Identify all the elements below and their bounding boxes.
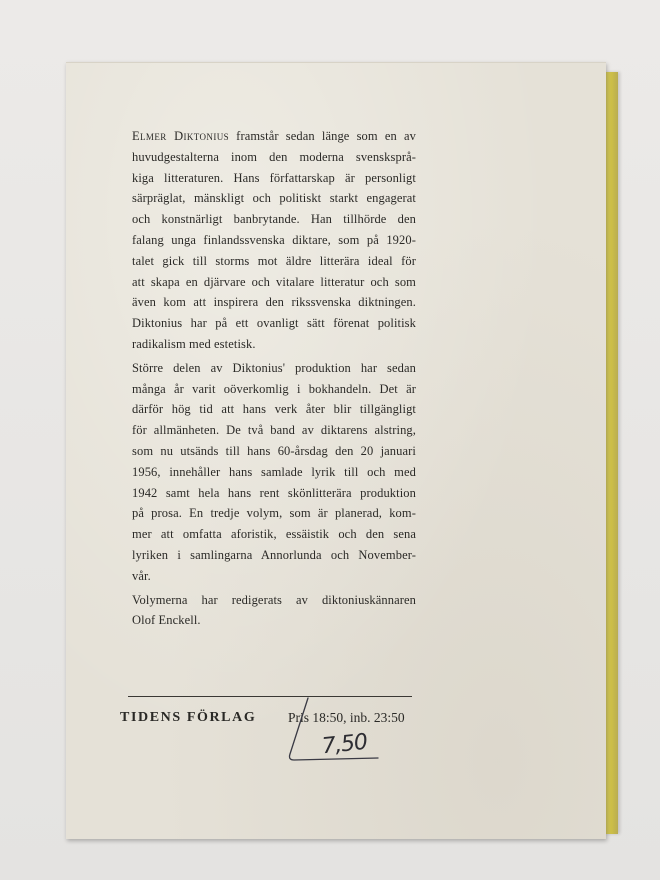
- text-line: att skapa en djärvare och vitalare litteratur och som: [132, 274, 416, 289]
- text-line: Volymerna har redigerats av diktoniuskännaren: [132, 592, 416, 607]
- text-line: även kom att inspirera den rikssvenska diktningen.: [132, 295, 416, 310]
- text-line: många år varit oöverkomlig i bokhandeln. Det är: [132, 381, 416, 396]
- blurb-paragraph: [132, 126, 416, 355]
- text-line: kiga litteraturen. Hans författarskap är personligt: [132, 170, 416, 185]
- text-line: för allmänheten. De två band av diktarens alstring,: [132, 423, 416, 438]
- text-line: vår.: [132, 568, 151, 583]
- text-line: Diktonius har på ett ovanligt sätt förenat politisk: [132, 316, 416, 331]
- text-line: särpräglat, mänskligt och politiskt starkt engagerat: [132, 191, 416, 206]
- text-line-rest: framstår sedan länge som en av: [229, 129, 416, 143]
- text-line: Olof Enckell.: [132, 613, 201, 628]
- author-name: Elmer Diktonius: [132, 129, 230, 143]
- price-text: Pris 18:50, inb. 23:50: [288, 710, 405, 725]
- blurb-paragraph: [132, 590, 416, 632]
- text-line: 1956, innehåller hans samlade lyrik till och med: [132, 464, 416, 479]
- text-line: talet gick till storms mot äldre litterära ideal för: [132, 253, 416, 268]
- text-line: och konstnärligt banbrytande. Han tillhörde den: [132, 212, 416, 227]
- text-line: mer att omfatta aforistik, essäistik och den sena: [132, 527, 416, 542]
- blurb-text: [132, 126, 416, 634]
- blurb-paragraph: [132, 358, 416, 587]
- text-line: som nu utsänds till hans 60-årsdag den 20 januari: [132, 443, 416, 458]
- publisher-name: TIDENS FÖRLAG: [120, 710, 257, 725]
- text-line: därför hög tid att hans verk åter blir tillgängligt: [132, 402, 416, 417]
- handwritten-price: 7,50: [320, 729, 369, 760]
- text-line: [132, 126, 416, 147]
- text-line: 1942 samt hela hans rent skönlitterära produktion: [132, 485, 416, 500]
- text-line: falang unga finlandssvenska diktare, som på 1920-: [132, 232, 416, 247]
- text-line: radikalism med estetisk.: [132, 336, 256, 351]
- text-line: lyriken i samlingarna Annorlunda och November-: [132, 547, 416, 562]
- text-line: på prosa. En tredje volym, som är planerad, kom-: [132, 506, 416, 521]
- text-line: Större delen av Diktonius' produktion har sedan: [132, 360, 416, 375]
- text-line: huvudgestalterna inom den moderna svensksprå-: [132, 149, 416, 164]
